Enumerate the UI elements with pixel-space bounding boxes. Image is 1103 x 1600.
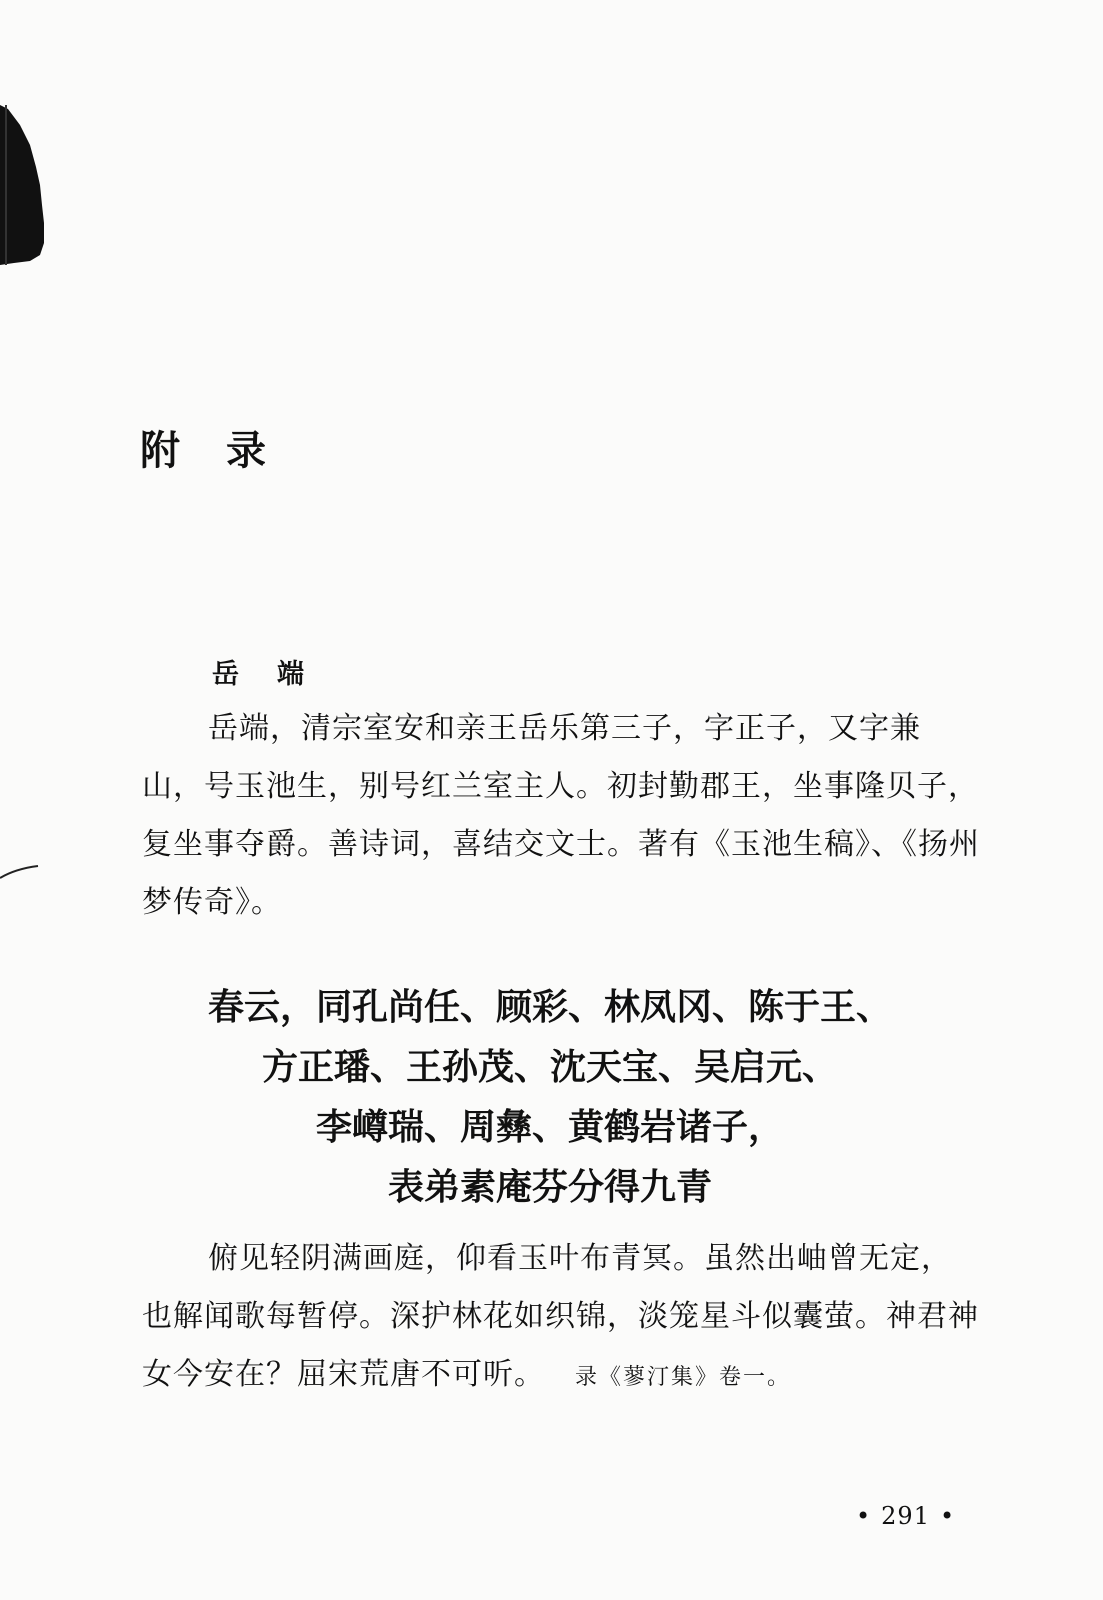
page-number bbox=[846, 1502, 965, 1530]
poem-title-line: 李嶟瑞、周彝、黄鹤岩诸子， bbox=[315, 1107, 784, 1148]
author-biography: 岳端，清宗室安和亲王岳乐第三子，字正子，又字兼山，号玉池生，别号红兰室主人。初封勤郡王，坐事隆贝子，复坐事夺爵。善诗词，喜结交文士。著有《玉池生稿》、《扬州梦传奇》。 bbox=[142, 711, 980, 920]
poem-title-line: 方正璠、王孙茂、沈天宝、吴启元、 bbox=[261, 1047, 838, 1088]
author-name: 岳端 bbox=[212, 659, 342, 690]
poem-title-line: 表弟素庵芬分得九青 bbox=[387, 1167, 712, 1208]
section-title: 附录 bbox=[140, 427, 312, 474]
poem-source-note: 录《蓼汀集》卷一。 bbox=[575, 1365, 792, 1390]
scan-mark-left-edge bbox=[0, 862, 40, 880]
page-number-dot-right: • bbox=[939, 1502, 956, 1530]
scan-shadow-left-edge bbox=[0, 105, 48, 265]
poem-text: 俯见轻阴满画庭，仰看玉叶布青冥。虽然出岫曾无定，也解闻歌每暂停。深护林花如织锦，淡笼星斗似囊萤。神君神女今安在？屈宋荒唐不可听。 bbox=[142, 1241, 979, 1392]
poem-body bbox=[142, 1230, 982, 1407]
page-number-dot-left: • bbox=[856, 1502, 872, 1530]
page-number-value: 291 bbox=[881, 1502, 930, 1530]
poem-title bbox=[150, 978, 950, 1218]
poem-title-line: 春云，同孔尚任、顾彩、林凤冈、陈于王、 bbox=[207, 987, 892, 1028]
